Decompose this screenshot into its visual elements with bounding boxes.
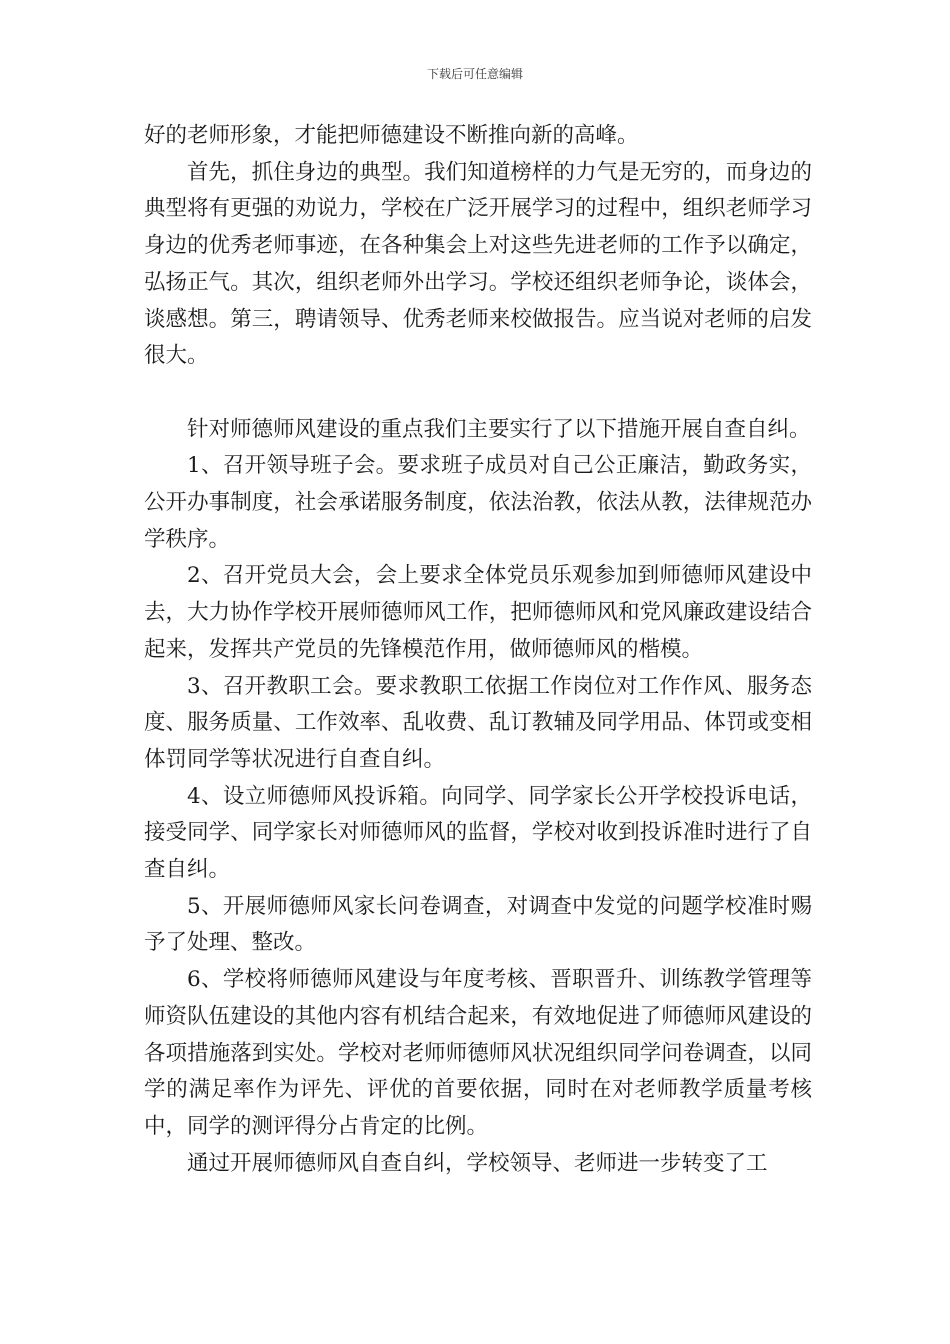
paragraph-item-1: 1、召开领导班子会。要求班子成员对自己公正廉洁，勤政务实，公开办事制度，社会承诺服务制度，依法治教，依法从教，法律规范办学秩序。: [144, 453, 812, 552]
paragraph-item-5: 5、开展师德师风家长问卷调查，对调查中发觉的问题学校准时赐予了处理、整改。: [144, 893, 812, 956]
paragraph-item-4: 4、设立师德师风投诉箱。向同学、同学家长公开学校投诉电话，接受同学、同学家长对师德师风的监督，学校对收到投诉准时进行了自查自纠。: [144, 783, 812, 883]
paragraph-item-3: 3、召开教职工会。要求教职工依据工作岗位对工作作风、服务态度、服务质量、工作效率、乱收费、乱订教辅及同学用品、体罚或变相体罚同学等状况进行自查自纠。: [144, 673, 812, 772]
paragraph-conclusion: 通过开展师德师风自查自纠，学校领导、老师进一步转变了工: [187, 1150, 768, 1176]
paragraph-item-2: 2、召开党员大会，会上要求全体党员乐观参加到师德师风建设中去，大力协作学校开展师德师风工作，把师德师风和党风廉政建设结合起来，发挥共产党员的先锋模范作用，做师德师风的楷模。: [144, 563, 812, 662]
paragraph-typical-examples: 首先，抓住身边的典型。我们知道榜样的力气是无穷的，而身边的典型将有更强的劝说力，学校在广泛开展学习的过程中，组织老师学习身边的优秀老师事迹，在各种集会上对这些先进老师的工作予以确定，弘扬正气。其次，组织老师外出学习。学校还组织老师争论，谈体会，谈感想。第三，聘请领导、优秀老师来校做报告。应当说对老师的启发很大。: [144, 159, 812, 369]
paragraph-spacer: [144, 375, 812, 412]
paragraph-item-6: 6、学校将师德师风建设与年度考核、晋职晋升、训练教学管理等师资队伍建设的其他内容有机结合起来，有效地促进了师德师风建设的各项措施落到实处。学校对老师师德师风状况组织同学问卷调查，以同学的满足率作为评先、评优的首要依据，同时在对老师教学质量考核中，同学的测评得分占肯定的比例。: [144, 967, 812, 1139]
document-body: [144, 118, 812, 1182]
paragraph-continuation: 好的老师形象，才能把师德建设不断推向新的高峰。: [144, 123, 639, 148]
page-header-note: 下载后可任意编辑: [426, 67, 523, 81]
paragraph-measures-intro: 针对师德师风建设的重点我们主要实行了以下措施开展自查自纠。: [187, 416, 811, 442]
